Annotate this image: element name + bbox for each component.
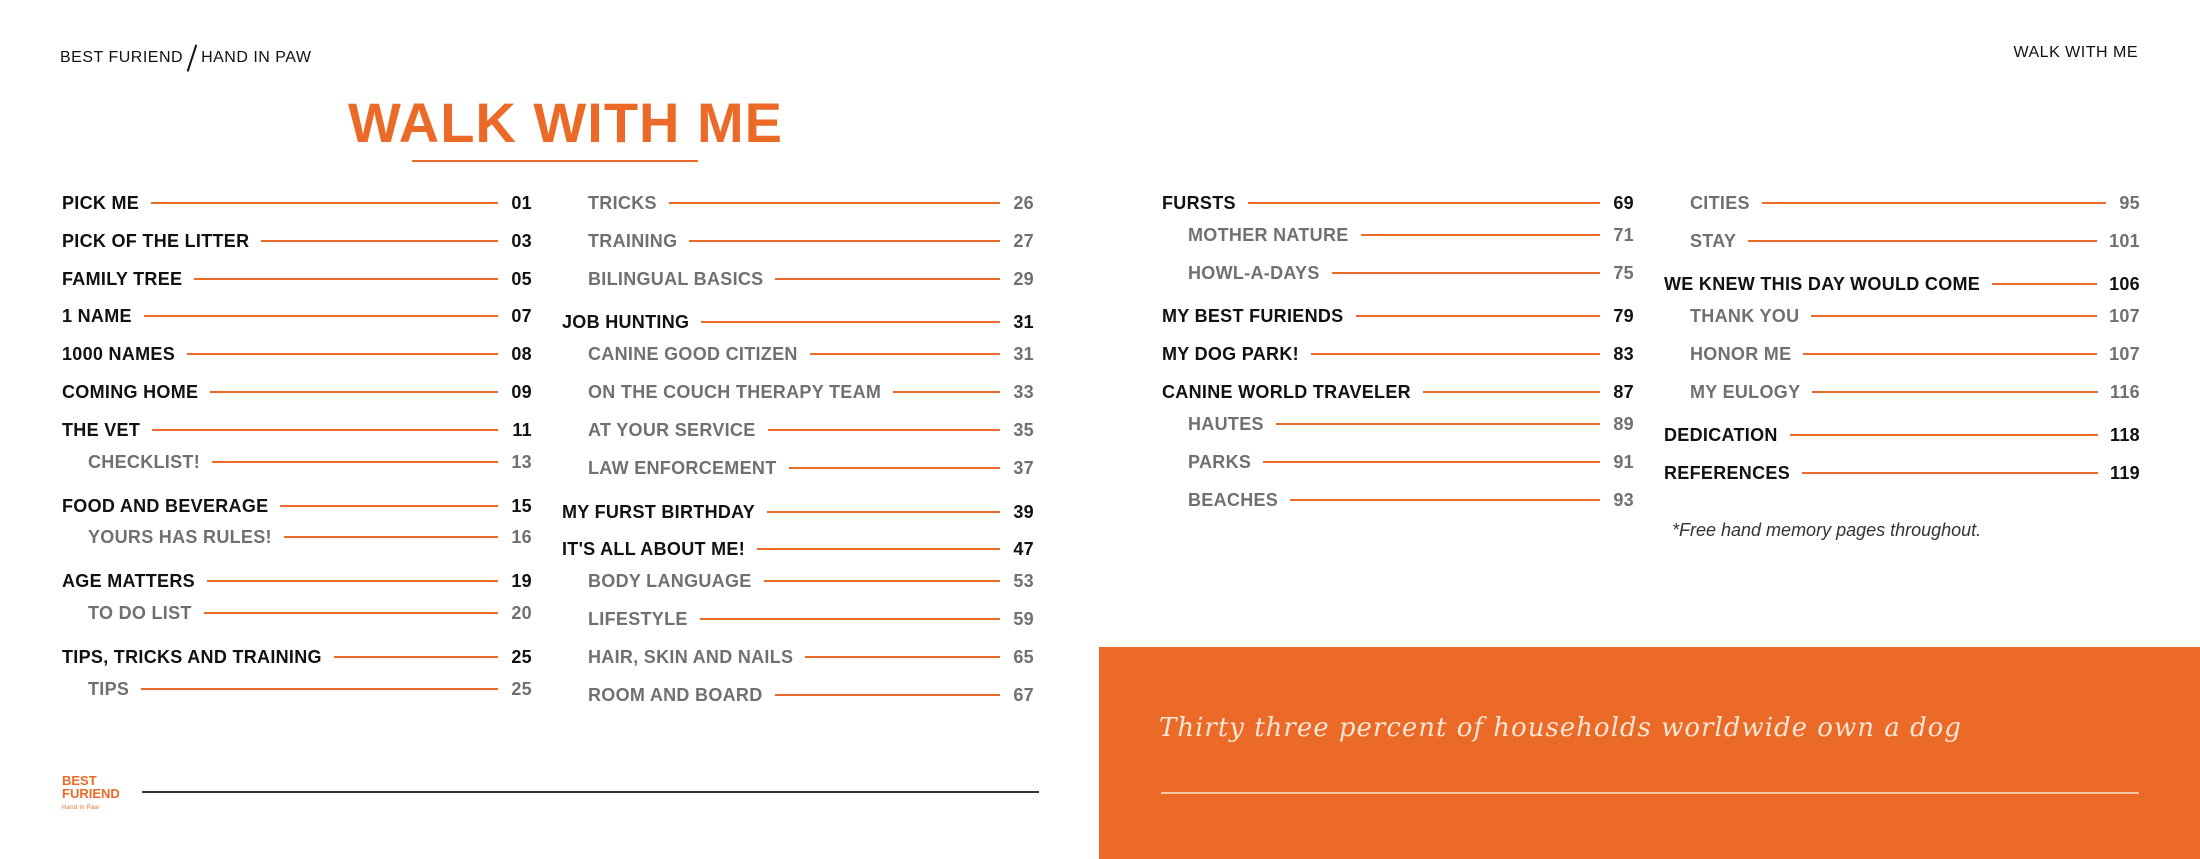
toc-leader-line: [700, 618, 1000, 620]
toc-subentry: [1188, 413, 1634, 435]
toc-entry-label: REFERENCES: [1664, 462, 1791, 483]
footer-logo-line2: FURIEND: [62, 786, 120, 801]
toc-leader-line: [144, 315, 498, 317]
toc-page-number: 71: [1613, 224, 1634, 245]
toc-leader-line: [187, 353, 498, 355]
toc-entry: [62, 419, 532, 441]
toc-entry-label: PICK OF THE LITTER: [62, 230, 250, 251]
toc-entry: [1664, 273, 2140, 295]
toc-entry-label: FURSTS: [1162, 192, 1236, 213]
header-brand: BEST FURIEND: [60, 49, 184, 66]
toc-subentry: [88, 526, 532, 548]
toc-entry-label: CITIES: [1690, 192, 1750, 213]
footer-logo: [62, 774, 120, 815]
toc-page-number: 25: [511, 678, 532, 699]
toc-leader-line: [789, 467, 1001, 469]
toc-page-number: 37: [1013, 457, 1034, 478]
toc-subentry: [588, 570, 1034, 592]
toc-page-number: 31: [1013, 343, 1034, 364]
toc-page-number: 107: [2109, 305, 2140, 326]
toc-page-number: 91: [1613, 451, 1634, 472]
toc-entry-label: TO DO LIST: [88, 602, 192, 623]
toc-leader-line: [1802, 472, 2098, 474]
toc-leader-line: [1263, 461, 1600, 463]
toc-leader-line: [1992, 283, 2097, 285]
toc-entry: [62, 268, 532, 290]
toc-subentry: [1690, 381, 2140, 403]
toc-entry-label: AGE MATTERS: [62, 570, 195, 591]
quote-underline: [1161, 792, 2139, 794]
toc-entry-label: WE KNEW THIS DAY WOULD COME: [1664, 273, 1981, 294]
toc-subentry: [1188, 451, 1634, 473]
toc-entry: [562, 501, 1034, 523]
toc-page-number: 19: [511, 570, 532, 591]
toc-entry-label: ROOM AND BOARD: [588, 684, 763, 705]
toc-entry-label: IT'S ALL ABOUT ME!: [562, 538, 746, 559]
toc-entry-label: MY BEST FURIENDS: [1162, 305, 1344, 326]
toc-entry: [62, 570, 532, 592]
toc-subentry: [1690, 230, 2140, 252]
footer-divider: [142, 791, 1039, 793]
toc-leader-line: [1803, 353, 2097, 355]
toc-entry-label: DEDICATION: [1664, 424, 1778, 445]
toc-entry-label: HONOR ME: [1690, 343, 1792, 364]
toc-leader-line: [1811, 315, 2097, 317]
toc-page-number: 09: [511, 381, 532, 402]
toc-subentry: [1188, 489, 1634, 511]
toc-leader-line: [1812, 391, 2098, 393]
toc-page-number: 33: [1013, 381, 1034, 402]
toc-leader-line: [1311, 353, 1600, 355]
toc-entry-label: BILINGUAL BASICS: [588, 268, 764, 289]
toc-leader-line: [280, 505, 498, 507]
toc-entry-label: YOURS HAS RULES!: [88, 526, 272, 547]
toc-page-number: 11: [512, 419, 532, 440]
toc-entry: [1162, 343, 1634, 365]
toc-leader-line: [1790, 434, 2098, 436]
toc-entry: [62, 305, 532, 327]
toc-subentry: [1690, 192, 2140, 214]
running-header-left: [60, 44, 311, 72]
toc-subentry: [88, 602, 532, 624]
header-subtitle: HAND IN PAW: [201, 49, 312, 66]
toc-page-number: 08: [511, 343, 532, 364]
toc-page-number: 116: [2110, 381, 2140, 402]
toc-page-number: 15: [511, 495, 532, 516]
toc-entry-label: STAY: [1690, 230, 1737, 251]
toc-leader-line: [701, 321, 1000, 323]
toc-page-number: 35: [1013, 419, 1034, 440]
toc-leader-line: [1361, 234, 1600, 236]
toc-page-number: 65: [1013, 646, 1034, 667]
toc-entry-label: 1 NAME: [62, 305, 132, 326]
toc-leader-line: [689, 240, 1000, 242]
toc-page-number: 29: [1013, 268, 1034, 289]
toc-page-number: 119: [2110, 462, 2140, 483]
toc-subentry: [1690, 343, 2140, 365]
toc-entry: [1664, 462, 2140, 484]
dog-fact-quote: Thirty three percent of households worldwide own a dog: [1159, 713, 1962, 743]
toc-leader-line: [210, 391, 498, 393]
toc-page-number: 20: [511, 602, 532, 623]
toc-entry-label: CANINE WORLD TRAVELER: [1162, 381, 1411, 402]
toc-entry-label: TIPS, TRICKS AND TRAINING: [62, 646, 322, 667]
toc-page-number: 75: [1613, 262, 1634, 283]
toc-entry-label: TRAINING: [588, 230, 678, 251]
toc-leader-line: [1248, 202, 1600, 204]
toc-leader-line: [1423, 391, 1600, 393]
toc-leader-line: [1762, 202, 2106, 204]
toc-subentry: [588, 684, 1034, 706]
toc-entry: [1162, 381, 1634, 403]
toc-leader-line: [151, 202, 498, 204]
toc-page-number: 39: [1013, 501, 1034, 522]
toc-leader-line: [207, 580, 498, 582]
toc-entry: [62, 646, 532, 668]
toc-entry-label: HOWL-A-DAYS: [1188, 262, 1320, 283]
slash-separator: [187, 44, 197, 72]
toc-entry-label: COMING HOME: [62, 381, 199, 402]
toc-page-number: 118: [2110, 424, 2140, 445]
toc-page-number: 25: [511, 646, 532, 667]
toc-entry-label: HAIR, SKIN AND NAILS: [588, 646, 794, 667]
toc-leader-line: [768, 429, 1000, 431]
toc-page-number: 47: [1013, 538, 1034, 559]
toc-entry-label: CHECKLIST!: [88, 451, 200, 472]
toc-page-number: 101: [2109, 230, 2140, 251]
toc-entry: [62, 381, 532, 403]
toc-entry-label: HAUTES: [1188, 413, 1264, 434]
toc-page-number: 16: [511, 526, 532, 547]
toc-leader-line: [1332, 272, 1600, 274]
toc-page-number: 83: [1613, 343, 1634, 364]
toc-page-number: 69: [1613, 192, 1634, 213]
toc-leader-line: [775, 694, 1000, 696]
toc-leader-line: [810, 353, 1000, 355]
toc-entry-label: TRICKS: [588, 192, 657, 213]
footer-logo-line1: BEST: [62, 773, 97, 788]
toc-entry-label: MY FURST BIRTHDAY: [562, 501, 756, 522]
page-title: WALK WITH ME: [348, 91, 784, 154]
toc-entry: [562, 311, 1034, 333]
toc-entry-label: 1000 NAMES: [62, 343, 176, 364]
toc-subentry: [88, 451, 532, 473]
toc-leader-line: [204, 612, 498, 614]
toc-leader-line: [1290, 499, 1600, 501]
toc-entry-label: JOB HUNTING: [562, 311, 690, 332]
toc-leader-line: [284, 536, 498, 538]
toc-entry-label: TIPS: [88, 678, 130, 699]
toc-leader-line: [334, 656, 498, 658]
toc-page-number: 67: [1013, 684, 1034, 705]
toc-subentry: [1690, 305, 2140, 327]
toc-page-number: 93: [1613, 489, 1634, 510]
toc-page-number: 87: [1613, 381, 1634, 402]
toc-leader-line: [767, 511, 1000, 513]
toc-entry: [1162, 305, 1634, 327]
toc-leader-line: [152, 429, 498, 431]
toc-subentry: [1188, 262, 1634, 284]
toc-entry-label: THE VET: [62, 419, 141, 440]
toc-entry: [62, 230, 532, 252]
toc-page-number: 95: [2119, 192, 2140, 213]
toc-leader-line: [212, 461, 498, 463]
footnote: *Free hand memory pages throughout.: [1672, 520, 1982, 540]
toc-subentry: [588, 457, 1034, 479]
toc-entry-label: LAW ENFORCEMENT: [588, 457, 777, 478]
toc-entry-label: PICK ME: [62, 192, 140, 213]
toc-subentry: [588, 646, 1034, 668]
footer-logo-tagline: Hand in Paw: [62, 805, 100, 811]
toc-page-number: 07: [511, 305, 532, 326]
toc-entry: [1664, 424, 2140, 446]
toc-entry-label: FOOD AND BEVERAGE: [62, 495, 269, 516]
toc-entry-label: BODY LANGUAGE: [588, 570, 752, 591]
toc-leader-line: [1276, 423, 1600, 425]
toc-page-number: 03: [511, 230, 532, 251]
toc-leader-line: [1748, 240, 2097, 242]
toc-entry-label: THANK YOU: [1690, 305, 1800, 326]
quote-panel: [1099, 647, 2200, 859]
toc-entry: [62, 343, 532, 365]
toc-entry-label: PARKS: [1188, 451, 1252, 472]
toc-leader-line: [893, 391, 1000, 393]
toc-leader-line: [261, 240, 498, 242]
toc-entry-label: LIFESTYLE: [588, 608, 688, 629]
toc-page-number: 26: [1013, 192, 1034, 213]
toc-leader-line: [805, 656, 1000, 658]
toc-entry: [1162, 192, 1634, 214]
toc-page-number: 106: [2109, 273, 2140, 294]
toc-entry-label: ON THE COUCH THERAPY TEAM: [588, 381, 882, 402]
toc-subentry: [588, 608, 1034, 630]
toc-entry-label: FAMILY TREE: [62, 268, 183, 289]
toc-leader-line: [141, 688, 498, 690]
toc-page-number: 31: [1013, 311, 1034, 332]
toc-page-number: 13: [511, 451, 532, 472]
toc-leader-line: [669, 202, 1000, 204]
toc-subentry: [588, 268, 1034, 290]
toc-entry-label: MY DOG PARK!: [1162, 343, 1299, 364]
toc-subentry: [588, 419, 1034, 441]
toc-page-number: 59: [1013, 608, 1034, 629]
title-underline: [412, 160, 698, 162]
toc-subentry: [588, 230, 1034, 252]
toc-leader-line: [194, 278, 498, 280]
toc-entry-label: CANINE GOOD CITIZEN: [588, 343, 798, 364]
toc-subentry: [88, 678, 532, 700]
toc-leader-line: [775, 278, 1000, 280]
toc-leader-line: [764, 580, 1000, 582]
toc-page-number: 79: [1613, 305, 1634, 326]
toc-page-number: 05: [511, 268, 532, 289]
toc-entry-label: MY EULOGY: [1690, 381, 1801, 402]
toc-entry: [62, 495, 532, 517]
toc-entry-label: MOTHER NATURE: [1188, 224, 1349, 245]
toc-subentry: [588, 192, 1034, 214]
toc-subentry: [588, 343, 1034, 365]
toc-leader-line: [1356, 315, 1601, 317]
toc-subentry: [588, 381, 1034, 403]
toc-entry: [62, 192, 532, 214]
toc-page-number: 53: [1013, 570, 1034, 591]
toc-leader-line: [757, 548, 1000, 550]
toc-page-number: 01: [511, 192, 532, 213]
running-header-right: WALK WITH ME: [2013, 44, 2138, 61]
toc-page-number: 107: [2109, 343, 2140, 364]
toc-entry-label: AT YOUR SERVICE: [588, 419, 756, 440]
toc-page-number: 89: [1613, 413, 1634, 434]
toc-entry: [562, 538, 1034, 560]
toc-entry-label: BEACHES: [1188, 489, 1279, 510]
toc-page-number: 27: [1013, 230, 1034, 251]
toc-subentry: [1188, 224, 1634, 246]
